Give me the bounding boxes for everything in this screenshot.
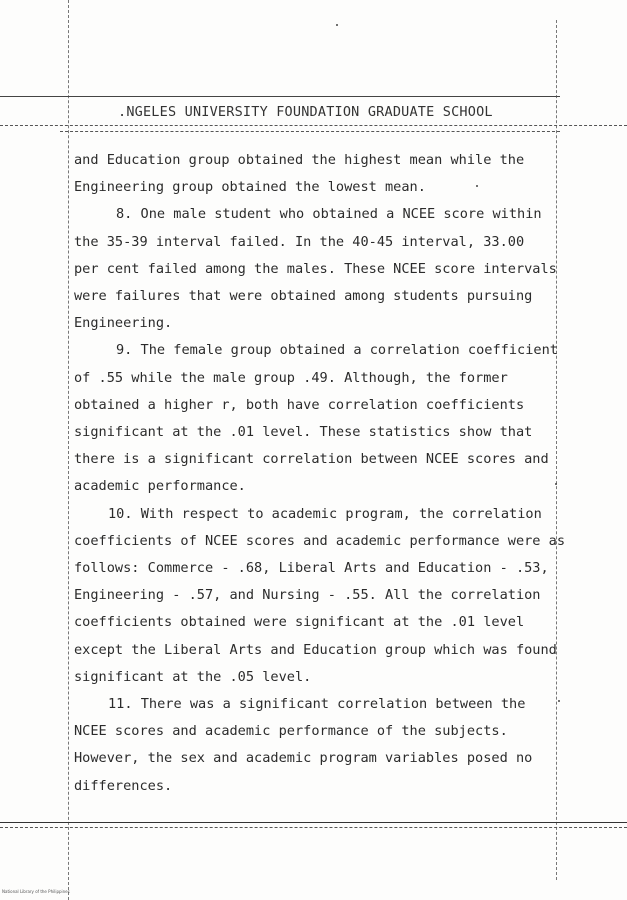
text-line: coefficients obtained were significant at the .01 level — [74, 614, 525, 631]
scan-speck — [476, 185, 478, 187]
text-line: obtained a higher r, both have correlation coefficients — [74, 396, 525, 413]
text-line: of .55 while the male group .49. Although, the former — [74, 369, 508, 386]
header-bottom-rule-2 — [60, 131, 560, 132]
text-line: 10. With respect to academic program, the correlation — [108, 505, 542, 522]
scan-speck — [336, 24, 338, 26]
text-line: Engineering - .57, and Nursing - .55. All the correlation — [74, 587, 541, 604]
body-text — [74, 147, 566, 800]
text-line: and Education group obtained the highest mean while the — [74, 152, 525, 168]
text-line: Engineering group obtained the lowest mean. — [74, 179, 426, 196]
text-line: were failures that were obtained among students pursuing — [74, 288, 533, 305]
text-line: there is a significant correlation between NCEE scores and — [74, 451, 549, 468]
text-line: 9. The female group obtained a correlation coefficient — [116, 342, 558, 359]
scan-speck — [558, 700, 560, 702]
bottom-rule-dashed — [0, 827, 627, 828]
text-line: However, the sex and academic program variables posed no — [74, 750, 533, 767]
text-line: except the Liberal Arts and Education group which was found — [74, 641, 557, 658]
page-header: .NGELES UNIVERSITY FOUNDATION GRADUATE SCHOOL — [118, 104, 493, 120]
header-bottom-rule — [0, 125, 627, 126]
text-line: NCEE scores and academic performance of the subjects. — [74, 723, 508, 740]
scan-speck — [555, 483, 557, 485]
text-line: Engineering. — [74, 315, 173, 332]
library-watermark: National Library of the Philippines — [2, 889, 70, 894]
text-line: follows: Commerce - .68, Liberal Arts and Education - .53, — [74, 560, 549, 577]
text-line: per cent failed among the males. These NCEE score intervals — [74, 260, 557, 277]
right-border-line — [556, 20, 557, 880]
text-line: the 35-39 interval failed. In the 40-45 interval, 33.00 — [74, 233, 525, 250]
bottom-rule — [0, 822, 627, 823]
header-top-rule — [0, 96, 560, 97]
text-line: 11. There was a significant correlation between the — [108, 696, 526, 713]
text-line: differences. — [74, 777, 173, 794]
left-border-line — [68, 0, 69, 900]
text-line: coefficients of NCEE scores and academic performance were as — [74, 532, 566, 549]
text-line: significant at the .01 level. These statistics show that — [74, 424, 533, 441]
text-line: 8. One male student who obtained a NCEE score within — [116, 206, 542, 223]
text-line: significant at the .05 level. — [74, 668, 312, 685]
text-line: academic performance. — [74, 478, 246, 495]
